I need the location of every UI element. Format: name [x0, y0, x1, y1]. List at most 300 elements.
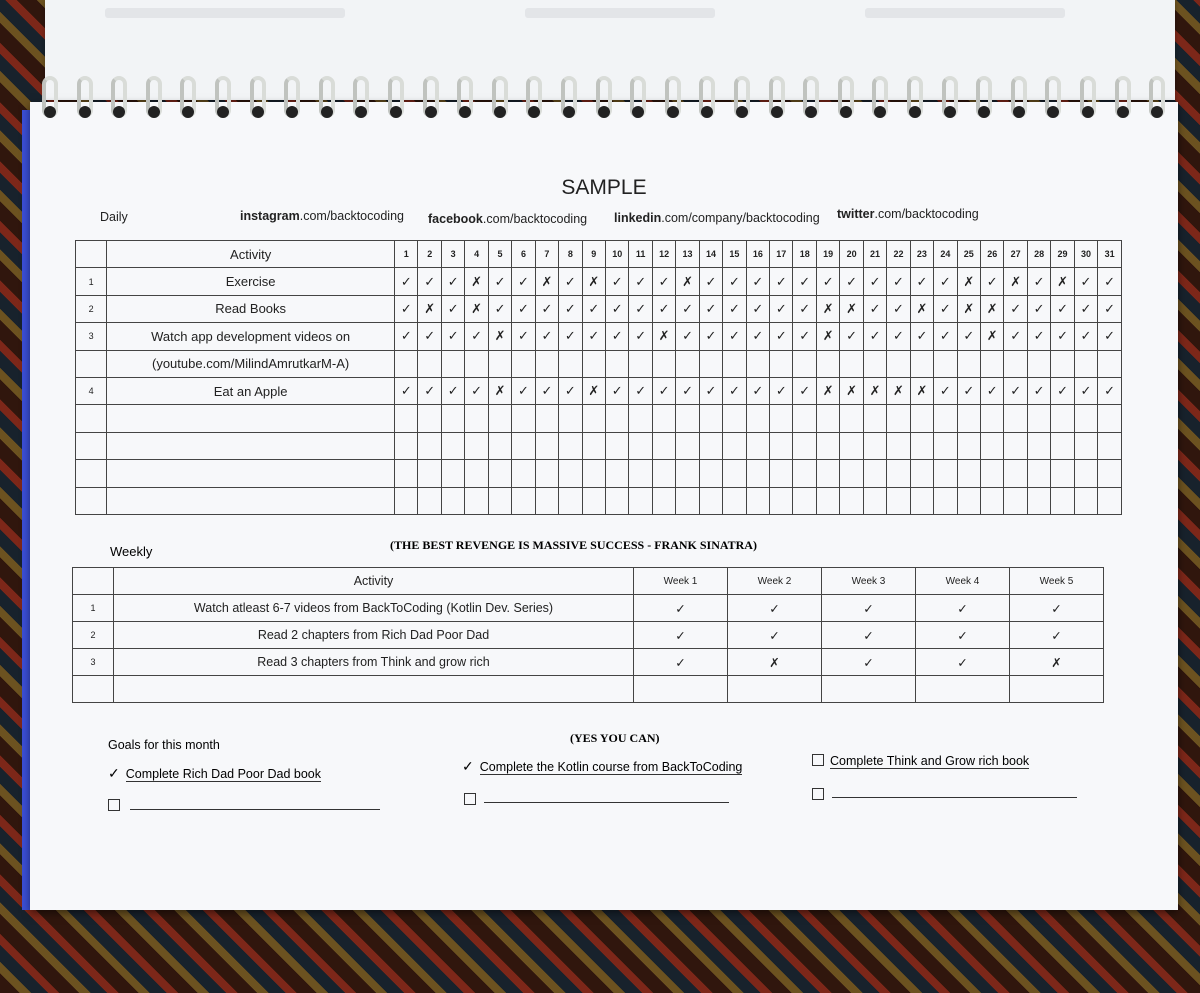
day-cell — [629, 460, 652, 487]
twitter-link: twitter.com/backtocoding — [837, 207, 979, 221]
row-number: 1 — [73, 595, 114, 622]
weekly-tracker-table — [72, 567, 1104, 703]
activity-cell: Read 3 chapters from Think and grow rich — [114, 649, 634, 676]
weekly-header-row — [73, 568, 1104, 595]
check-icon: ✓ — [699, 268, 722, 295]
week-header: Week 4 — [916, 568, 1010, 595]
check-icon: ✓ — [652, 377, 675, 404]
check-icon: ✓ — [605, 377, 628, 404]
check-icon: ✓ — [605, 268, 628, 295]
cross-icon: ✗ — [863, 377, 886, 404]
day-cell — [488, 432, 511, 459]
cross-icon: ✗ — [652, 323, 675, 350]
check-icon: ✓ — [512, 295, 535, 322]
header-num-cell — [76, 241, 107, 268]
day-header: 22 — [887, 241, 910, 268]
check-icon: ✓ — [441, 295, 464, 322]
check-icon: ✓ — [652, 295, 675, 322]
row-number: 1 — [76, 268, 107, 295]
day-cell — [746, 487, 769, 514]
day-cell — [535, 487, 558, 514]
check-icon: ✓ — [1098, 295, 1122, 322]
day-cell — [746, 460, 769, 487]
day-cell — [488, 405, 511, 432]
day-cell — [1051, 350, 1074, 377]
day-cell — [816, 487, 839, 514]
cross-icon: ✗ — [957, 295, 980, 322]
day-header: 31 — [1098, 241, 1122, 268]
cross-icon: ✗ — [980, 323, 1003, 350]
blank-line — [484, 802, 729, 803]
day-cell — [535, 350, 558, 377]
activity-cell — [107, 432, 395, 459]
check-icon: ✓ — [1098, 268, 1122, 295]
day-cell — [676, 432, 699, 459]
check-icon: ✓ — [629, 295, 652, 322]
cross-icon: ✗ — [676, 268, 699, 295]
day-cell — [887, 460, 910, 487]
day-cell — [512, 350, 535, 377]
day-cell — [840, 350, 863, 377]
check-icon: ✓ — [1074, 295, 1097, 322]
check-icon: ✓ — [723, 377, 746, 404]
day-header: 1 — [395, 241, 418, 268]
check-icon: ✓ — [582, 323, 605, 350]
day-cell — [746, 432, 769, 459]
punch-hole — [563, 106, 575, 118]
check-icon: ✓ — [559, 377, 582, 404]
activity-cell — [107, 460, 395, 487]
day-cell — [1098, 487, 1122, 514]
day-cell — [746, 405, 769, 432]
check-icon: ✓ — [1051, 377, 1074, 404]
activity-cell: Eat an Apple — [107, 377, 395, 404]
day-cell — [582, 460, 605, 487]
check-icon: ✓ — [793, 295, 816, 322]
day-cell — [699, 350, 722, 377]
day-header: 29 — [1051, 241, 1074, 268]
punch-hole — [217, 106, 229, 118]
day-cell — [863, 350, 886, 377]
check-icon: ✓ — [108, 765, 120, 781]
day-cell — [1098, 405, 1122, 432]
day-header: 16 — [746, 241, 769, 268]
row-number: 2 — [76, 295, 107, 322]
check-icon: ✓ — [916, 622, 1010, 649]
day-cell — [770, 432, 793, 459]
day-cell — [676, 487, 699, 514]
table-row — [73, 595, 1104, 622]
day-cell — [934, 432, 957, 459]
day-cell — [512, 487, 535, 514]
day-cell — [629, 432, 652, 459]
check-icon: ✓ — [418, 377, 441, 404]
cross-icon: ✗ — [910, 295, 933, 322]
check-icon: ✓ — [395, 295, 418, 322]
day-cell — [1074, 405, 1097, 432]
check-icon: ✓ — [1027, 323, 1050, 350]
check-icon: ✓ — [699, 295, 722, 322]
check-icon: ✓ — [822, 622, 916, 649]
day-header: 6 — [512, 241, 535, 268]
day-cell — [1074, 432, 1097, 459]
week-cell — [1010, 676, 1104, 703]
day-header: 2 — [418, 241, 441, 268]
punch-hole — [321, 106, 333, 118]
day-cell — [559, 432, 582, 459]
punch-hole — [1013, 106, 1025, 118]
table-row — [76, 405, 1122, 432]
check-icon: ✓ — [887, 295, 910, 322]
row-number — [76, 350, 107, 377]
activity-cell: Watch atleast 6-7 videos from BackToCoding (Kotlin Dev. Series) — [114, 595, 634, 622]
check-icon: ✓ — [465, 323, 488, 350]
check-icon: ✓ — [728, 622, 822, 649]
checkbox-icon — [108, 799, 120, 811]
blank-line — [130, 809, 380, 810]
day-header: 7 — [535, 241, 558, 268]
check-icon: ✓ — [840, 323, 863, 350]
day-cell — [559, 460, 582, 487]
day-cell — [934, 405, 957, 432]
day-cell — [1098, 460, 1122, 487]
check-icon: ✓ — [512, 377, 535, 404]
check-icon: ✓ — [699, 323, 722, 350]
row-number — [76, 487, 107, 514]
check-icon: ✓ — [746, 323, 769, 350]
day-cell — [746, 350, 769, 377]
cross-icon: ✗ — [840, 295, 863, 322]
cross-icon: ✗ — [887, 377, 910, 404]
activity-cell — [107, 487, 395, 514]
cross-icon: ✗ — [816, 323, 839, 350]
check-icon: ✓ — [559, 295, 582, 322]
day-cell — [957, 432, 980, 459]
punch-hole — [252, 106, 264, 118]
cross-icon: ✗ — [488, 377, 511, 404]
goal-3: Complete Think and Grow rich book — [812, 754, 1029, 768]
day-cell — [793, 487, 816, 514]
cross-icon: ✗ — [582, 377, 605, 404]
day-header: 24 — [934, 241, 957, 268]
check-icon: ✓ — [676, 377, 699, 404]
day-cell — [559, 405, 582, 432]
check-icon: ✓ — [770, 377, 793, 404]
day-cell — [840, 432, 863, 459]
check-icon: ✓ — [723, 295, 746, 322]
table-row — [76, 268, 1122, 295]
check-icon: ✓ — [462, 758, 474, 774]
day-cell — [535, 405, 558, 432]
cross-icon: ✗ — [535, 268, 558, 295]
day-cell — [980, 405, 1003, 432]
day-header: 5 — [488, 241, 511, 268]
day-cell — [629, 487, 652, 514]
day-cell — [488, 460, 511, 487]
day-cell — [980, 350, 1003, 377]
check-icon: ✓ — [916, 649, 1010, 676]
day-cell — [840, 487, 863, 514]
day-cell — [418, 460, 441, 487]
punch-hole — [598, 106, 610, 118]
check-icon: ✓ — [535, 295, 558, 322]
cross-icon: ✗ — [840, 377, 863, 404]
check-icon: ✓ — [980, 377, 1003, 404]
day-header: 12 — [652, 241, 675, 268]
day-cell — [770, 460, 793, 487]
day-cell — [1051, 432, 1074, 459]
check-icon: ✓ — [559, 323, 582, 350]
day-cell — [1051, 487, 1074, 514]
day-cell — [465, 405, 488, 432]
check-icon: ✓ — [605, 295, 628, 322]
instagram-link: instagram.com/backtocoding — [240, 209, 404, 223]
check-icon: ✓ — [512, 268, 535, 295]
check-icon: ✓ — [634, 622, 728, 649]
day-cell — [1004, 350, 1027, 377]
check-icon: ✓ — [465, 377, 488, 404]
check-icon: ✓ — [793, 323, 816, 350]
day-cell — [699, 405, 722, 432]
check-icon: ✓ — [1051, 295, 1074, 322]
day-cell — [910, 460, 933, 487]
day-cell — [441, 487, 464, 514]
check-icon: ✓ — [1010, 595, 1104, 622]
daily-header-row — [76, 241, 1122, 268]
table-row — [76, 487, 1122, 514]
week-header: Week 3 — [822, 568, 916, 595]
week-header: Week 5 — [1010, 568, 1104, 595]
check-icon: ✓ — [441, 268, 464, 295]
day-cell — [676, 460, 699, 487]
row-number: 4 — [76, 377, 107, 404]
day-cell — [582, 350, 605, 377]
header-num-cell — [73, 568, 114, 595]
punch-hole — [148, 106, 160, 118]
day-cell — [676, 405, 699, 432]
day-cell — [1004, 487, 1027, 514]
day-cell — [934, 487, 957, 514]
day-cell — [934, 460, 957, 487]
day-header: 27 — [1004, 241, 1027, 268]
day-cell — [1074, 460, 1097, 487]
day-cell — [840, 405, 863, 432]
activity-cell — [114, 676, 634, 703]
day-header: 8 — [559, 241, 582, 268]
activity-cell — [107, 405, 395, 432]
day-cell — [1004, 460, 1027, 487]
activity-cell: (youtube.com/MilindAmrutkarM-A) — [107, 350, 395, 377]
blank-line — [832, 797, 1077, 798]
day-cell — [980, 487, 1003, 514]
check-icon: ✓ — [512, 323, 535, 350]
activity-cell: Exercise — [107, 268, 395, 295]
day-cell — [957, 405, 980, 432]
day-cell — [887, 432, 910, 459]
check-icon: ✓ — [676, 323, 699, 350]
check-icon: ✓ — [1074, 268, 1097, 295]
check-icon: ✓ — [418, 268, 441, 295]
day-cell — [535, 432, 558, 459]
day-header: 10 — [605, 241, 628, 268]
check-icon: ✓ — [634, 595, 728, 622]
punch-hole — [736, 106, 748, 118]
activity-cell: Read Books — [107, 295, 395, 322]
cross-icon: ✗ — [582, 268, 605, 295]
day-cell — [816, 460, 839, 487]
day-cell — [863, 405, 886, 432]
goal-1: ✓ Complete Rich Dad Poor Dad book — [108, 765, 321, 781]
check-icon: ✓ — [934, 268, 957, 295]
row-number: 3 — [76, 323, 107, 350]
week-header: Week 1 — [634, 568, 728, 595]
day-cell — [395, 405, 418, 432]
goal-2: ✓ Complete the Kotlin course from BackToCoding — [462, 758, 743, 774]
day-cell — [1027, 487, 1050, 514]
day-cell — [1098, 432, 1122, 459]
day-cell — [629, 405, 652, 432]
row-number — [76, 405, 107, 432]
row-number: 3 — [73, 649, 114, 676]
day-header: 3 — [441, 241, 464, 268]
day-cell — [723, 405, 746, 432]
check-icon: ✓ — [629, 377, 652, 404]
check-icon: ✓ — [488, 268, 511, 295]
cross-icon: ✗ — [488, 323, 511, 350]
check-icon: ✓ — [1098, 323, 1122, 350]
day-cell — [441, 432, 464, 459]
day-cell — [652, 460, 675, 487]
day-cell — [723, 460, 746, 487]
check-icon: ✓ — [535, 377, 558, 404]
day-header: 25 — [957, 241, 980, 268]
day-cell — [840, 460, 863, 487]
check-icon: ✓ — [441, 323, 464, 350]
check-icon: ✓ — [910, 323, 933, 350]
check-icon: ✓ — [816, 268, 839, 295]
checkbox-icon — [464, 793, 476, 805]
day-cell — [465, 487, 488, 514]
check-icon: ✓ — [1074, 323, 1097, 350]
check-icon: ✓ — [723, 323, 746, 350]
check-icon: ✓ — [746, 268, 769, 295]
check-icon: ✓ — [1051, 323, 1074, 350]
cross-icon: ✗ — [1051, 268, 1074, 295]
daily-tracker-table — [75, 240, 1122, 515]
activity-cell: Read 2 chapters from Rich Dad Poor Dad — [114, 622, 634, 649]
daily-label: Daily — [100, 210, 128, 224]
day-cell — [395, 460, 418, 487]
check-icon: ✓ — [916, 595, 1010, 622]
check-icon: ✓ — [1010, 622, 1104, 649]
check-icon: ✓ — [770, 268, 793, 295]
day-cell — [465, 432, 488, 459]
check-icon: ✓ — [863, 295, 886, 322]
check-icon: ✓ — [488, 295, 511, 322]
table-row — [76, 377, 1122, 404]
checkbox-icon — [812, 788, 824, 800]
check-icon: ✓ — [1004, 377, 1027, 404]
day-header: 20 — [840, 241, 863, 268]
day-cell — [559, 487, 582, 514]
check-icon: ✓ — [395, 268, 418, 295]
day-cell — [910, 432, 933, 459]
empty-goal-3 — [812, 788, 830, 802]
punch-hole — [667, 106, 679, 118]
day-cell — [418, 487, 441, 514]
check-icon: ✓ — [770, 323, 793, 350]
day-cell — [1051, 405, 1074, 432]
day-header: 26 — [980, 241, 1003, 268]
day-cell — [441, 350, 464, 377]
cross-icon: ✗ — [418, 295, 441, 322]
day-cell — [559, 350, 582, 377]
cross-icon: ✗ — [1010, 649, 1104, 676]
checkbox-icon — [812, 754, 824, 766]
day-cell — [793, 460, 816, 487]
check-icon: ✓ — [605, 323, 628, 350]
day-cell — [652, 432, 675, 459]
day-cell — [395, 350, 418, 377]
day-cell — [770, 487, 793, 514]
day-cell — [816, 432, 839, 459]
cross-icon: ✗ — [1004, 268, 1027, 295]
day-header: 28 — [1027, 241, 1050, 268]
day-cell — [887, 405, 910, 432]
punch-hole — [1117, 106, 1129, 118]
day-cell — [652, 350, 675, 377]
punch-hole — [1082, 106, 1094, 118]
day-cell — [605, 350, 628, 377]
weekly-label: Weekly — [110, 544, 153, 559]
day-cell — [582, 405, 605, 432]
check-icon: ✓ — [1027, 377, 1050, 404]
cross-icon: ✗ — [910, 377, 933, 404]
check-icon: ✓ — [559, 268, 582, 295]
day-cell — [1074, 350, 1097, 377]
check-icon: ✓ — [957, 377, 980, 404]
day-cell — [605, 487, 628, 514]
day-cell — [723, 432, 746, 459]
motto: (YES YOU CAN) — [570, 731, 660, 745]
facebook-link: facebook.com/backtocoding — [428, 212, 588, 226]
cross-icon: ✗ — [728, 649, 822, 676]
day-cell — [770, 350, 793, 377]
cross-icon: ✗ — [957, 268, 980, 295]
check-icon: ✓ — [676, 295, 699, 322]
day-cell — [582, 487, 605, 514]
week-cell — [728, 676, 822, 703]
day-header: 30 — [1074, 241, 1097, 268]
day-cell — [699, 432, 722, 459]
day-cell — [512, 460, 535, 487]
day-cell — [910, 350, 933, 377]
day-cell — [652, 405, 675, 432]
day-cell — [887, 487, 910, 514]
check-icon: ✓ — [634, 649, 728, 676]
check-icon: ✓ — [652, 268, 675, 295]
day-header: 9 — [582, 241, 605, 268]
table-row — [73, 622, 1104, 649]
check-icon: ✓ — [910, 268, 933, 295]
day-cell — [512, 432, 535, 459]
check-icon: ✓ — [728, 595, 822, 622]
day-header: 15 — [723, 241, 746, 268]
check-icon: ✓ — [629, 268, 652, 295]
punch-hole — [840, 106, 852, 118]
day-cell — [676, 350, 699, 377]
day-cell — [652, 487, 675, 514]
